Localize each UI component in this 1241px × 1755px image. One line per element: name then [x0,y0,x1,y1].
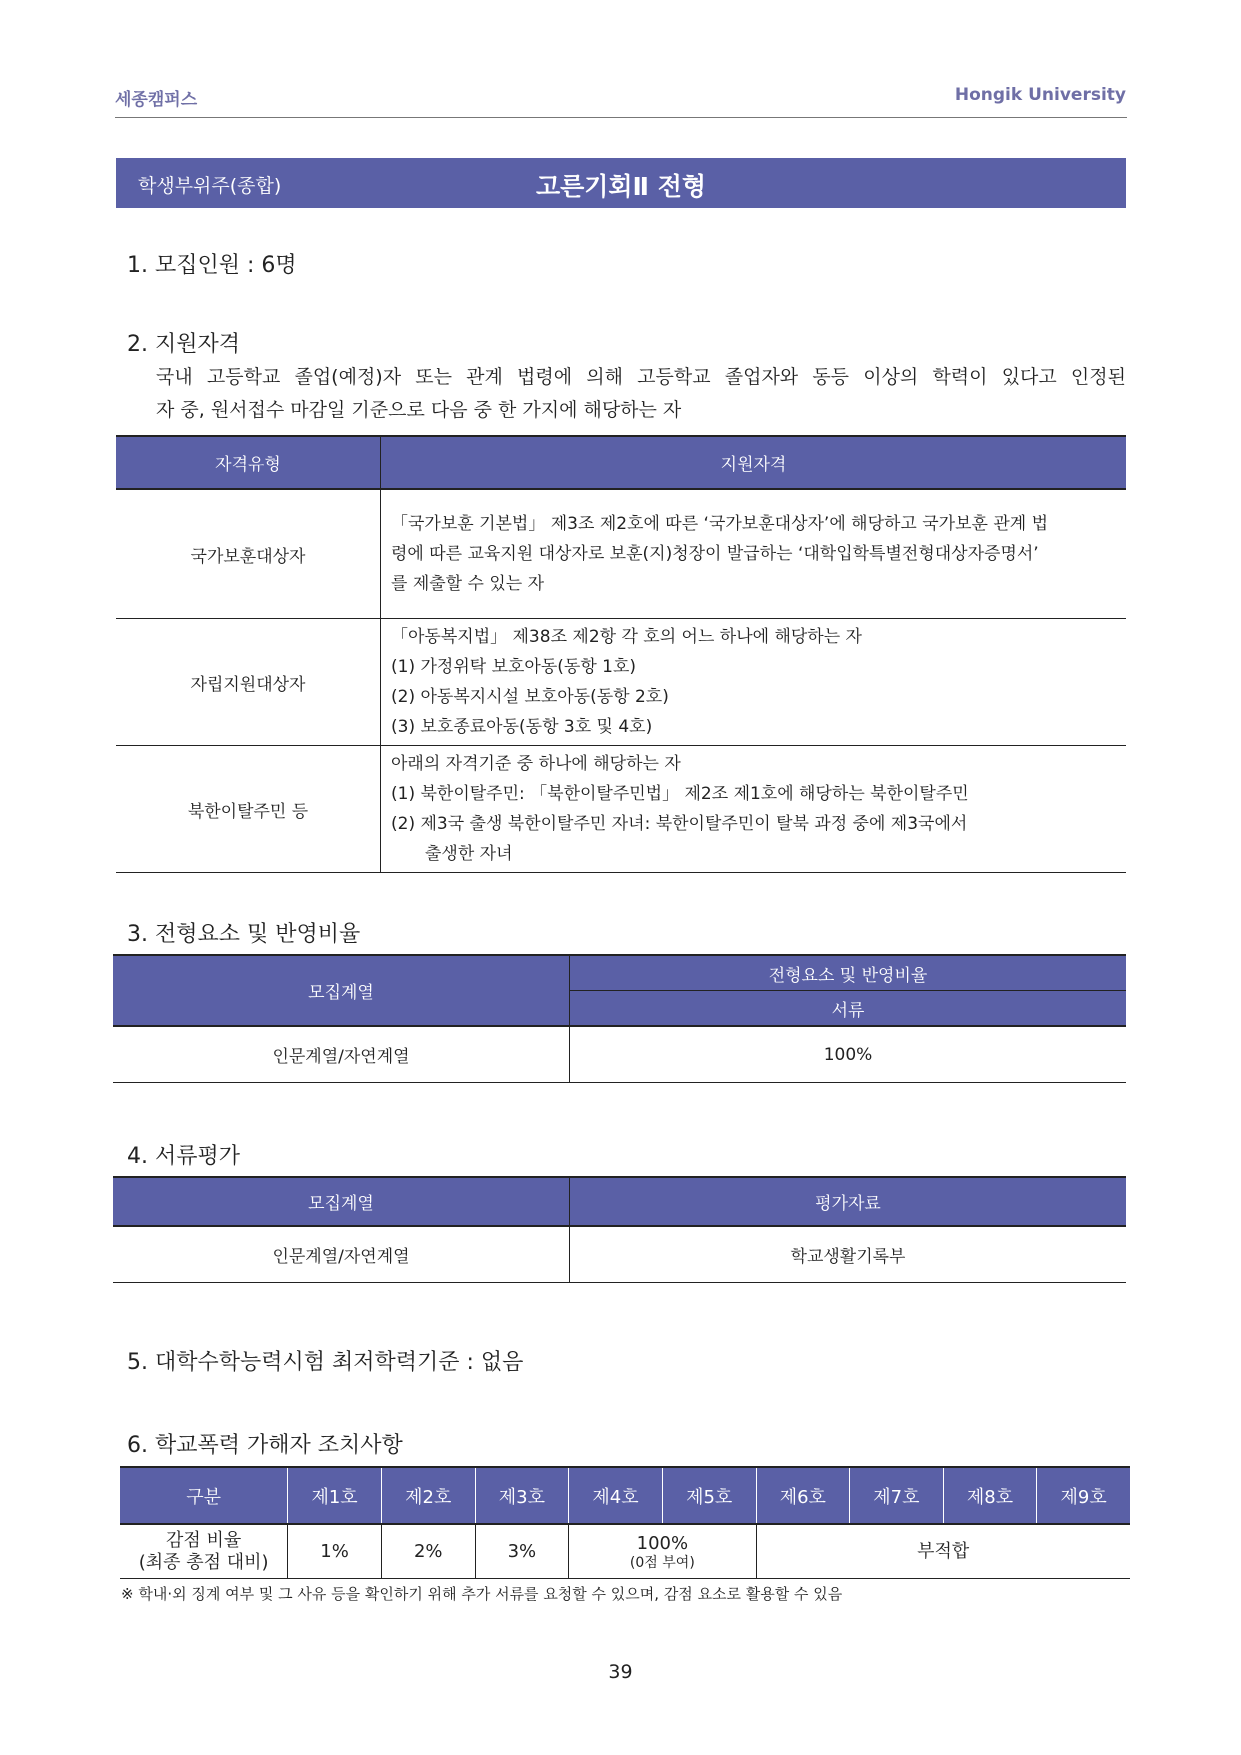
column-header: 구분 [120,1467,288,1524]
footnote: ※ 학내·외 징계 여부 및 그 사유 등을 확인하기 위해 추가 서류를 요청할 수 있으며, 감점 요소로 활용할 수 있음 [121,1585,843,1603]
page-number: 39 [608,1661,633,1683]
row-label-line: 감점 비율 [165,1529,242,1551]
section-3-title: 3. 전형요소 및 반영비율 [127,922,361,947]
row-label-line: (최종 총점 대비) [138,1551,269,1573]
table-row [120,1524,1130,1579]
desc-line: (2) 아동복지시설 보호아동(동항 2호) [391,687,669,707]
column-header: 제1호 [288,1467,382,1524]
eligibility-table [116,435,1126,873]
column-header: 전형요소 및 반영비율 [570,955,1127,991]
section-2-intro-line2: 자 중, 원서접수 마감일 기준으로 다음 중 한 가지에 해당하는 자 [156,399,682,421]
table-row [116,619,1126,746]
desc-line: 아래의 자격기준 중 하나에 해당하는 자 [391,754,681,774]
column-header: 제8호 [943,1467,1037,1524]
desc-line: (3) 보호종료아동(동항 3호 및 4호) [391,717,653,737]
penalty-cell [569,1524,756,1579]
penalty-note: (0점 부여) [629,1554,695,1571]
column-header: 제9호 [1037,1467,1130,1524]
section-2-intro-line1: 국내 고등학교 졸업(예정)자 또는 관계 법령에 의해 고등학교 졸업자와 동등 이상의 학력이 있다고 인정된 [156,366,1126,388]
document-eval-table [113,1176,1126,1283]
eligibility-desc [381,619,1127,746]
column-header: 제4호 [569,1467,663,1524]
column-header: 지원자격 [381,436,1127,489]
column-header: 제6호 [756,1467,850,1524]
desc-line: (1) 북한이탈주민: 「북한이탈주민법」 제2조 제1호에 해당하는 북한이탈주민 [391,784,969,804]
section-5-title: 5. 대학수학능력시험 최저학력기준 : 없음 [127,1350,524,1375]
column-header: 제7호 [850,1467,944,1524]
eligibility-type: 북한이탈주민 등 [116,746,381,873]
desc-line: 령에 따른 교육지원 대상자로 보훈(지)청장이 발급하는 ‘대학입학특별전형대상자증명서’ [391,544,1039,564]
table-row [113,1026,1126,1083]
desc-line: 출생한 자녀 [425,844,513,864]
group-cell: 인문계열/자연계열 [113,1026,570,1083]
column-header: 모집계열 [113,955,570,1026]
column-header: 서류 [570,991,1127,1027]
section-1-title: 1. 모집인원 : 6명 [127,253,297,278]
column-header: 제2호 [381,1467,475,1524]
column-header: 평가자료 [570,1177,1127,1226]
column-header: 자격유형 [116,436,381,489]
title-banner [116,158,1126,208]
table-row [113,1226,1126,1283]
material-cell: 학교생활기록부 [570,1226,1127,1283]
eligibility-desc [381,489,1127,619]
desc-line: 를 제출할 수 있는 자 [391,574,544,594]
desc-line: 「아동복지법」 제38조 제2항 각 호의 어느 하나에 해당하는 자 [391,627,862,647]
penalty-cell: 부적합 [756,1524,1130,1579]
desc-line: (1) 가정위탁 보호아동(동항 1호) [391,657,637,677]
penalty-cell: 3% [475,1524,569,1579]
section-2-title: 2. 지원자격 [127,332,240,357]
school-violence-table [120,1466,1130,1579]
ratio-cell: 100% [570,1026,1127,1083]
section-6-title: 6. 학교폭력 가해자 조치사항 [127,1433,403,1458]
group-cell: 인문계열/자연계열 [113,1226,570,1283]
eligibility-desc [381,746,1127,873]
header-divider [115,117,1127,118]
penalty-cell: 1% [288,1524,382,1579]
university-name: Hongik University [954,85,1126,105]
penalty-value: 100% [636,1532,689,1554]
column-header: 모집계열 [113,1177,570,1226]
eligibility-type: 국가보훈대상자 [116,489,381,619]
section-4-title: 4. 서류평가 [127,1144,240,1169]
desc-line: 「국가보훈 기본법」 제3조 제2호에 따른 ‘국가보훈대상자’에 해당하고 국가보훈 관계 법 [391,514,1048,534]
penalty-cell: 2% [381,1524,475,1579]
column-header: 제3호 [475,1467,569,1524]
campus-label: 세종캠퍼스 [115,90,198,110]
desc-line: (2) 제3국 출생 북한이탈주민 자녀: 북한이탈주민이 탈북 과정 중에 제3국에서 [391,814,968,834]
table-row [116,489,1126,619]
column-header: 제5호 [662,1467,756,1524]
row-label [120,1524,288,1579]
table-row [116,746,1126,873]
eligibility-type: 자립지원대상자 [116,619,381,746]
banner-subtitle: 학생부위주(종합) [138,175,282,197]
page-title: 고른기회Ⅱ 전형 [535,172,707,201]
ratio-table [113,954,1126,1083]
